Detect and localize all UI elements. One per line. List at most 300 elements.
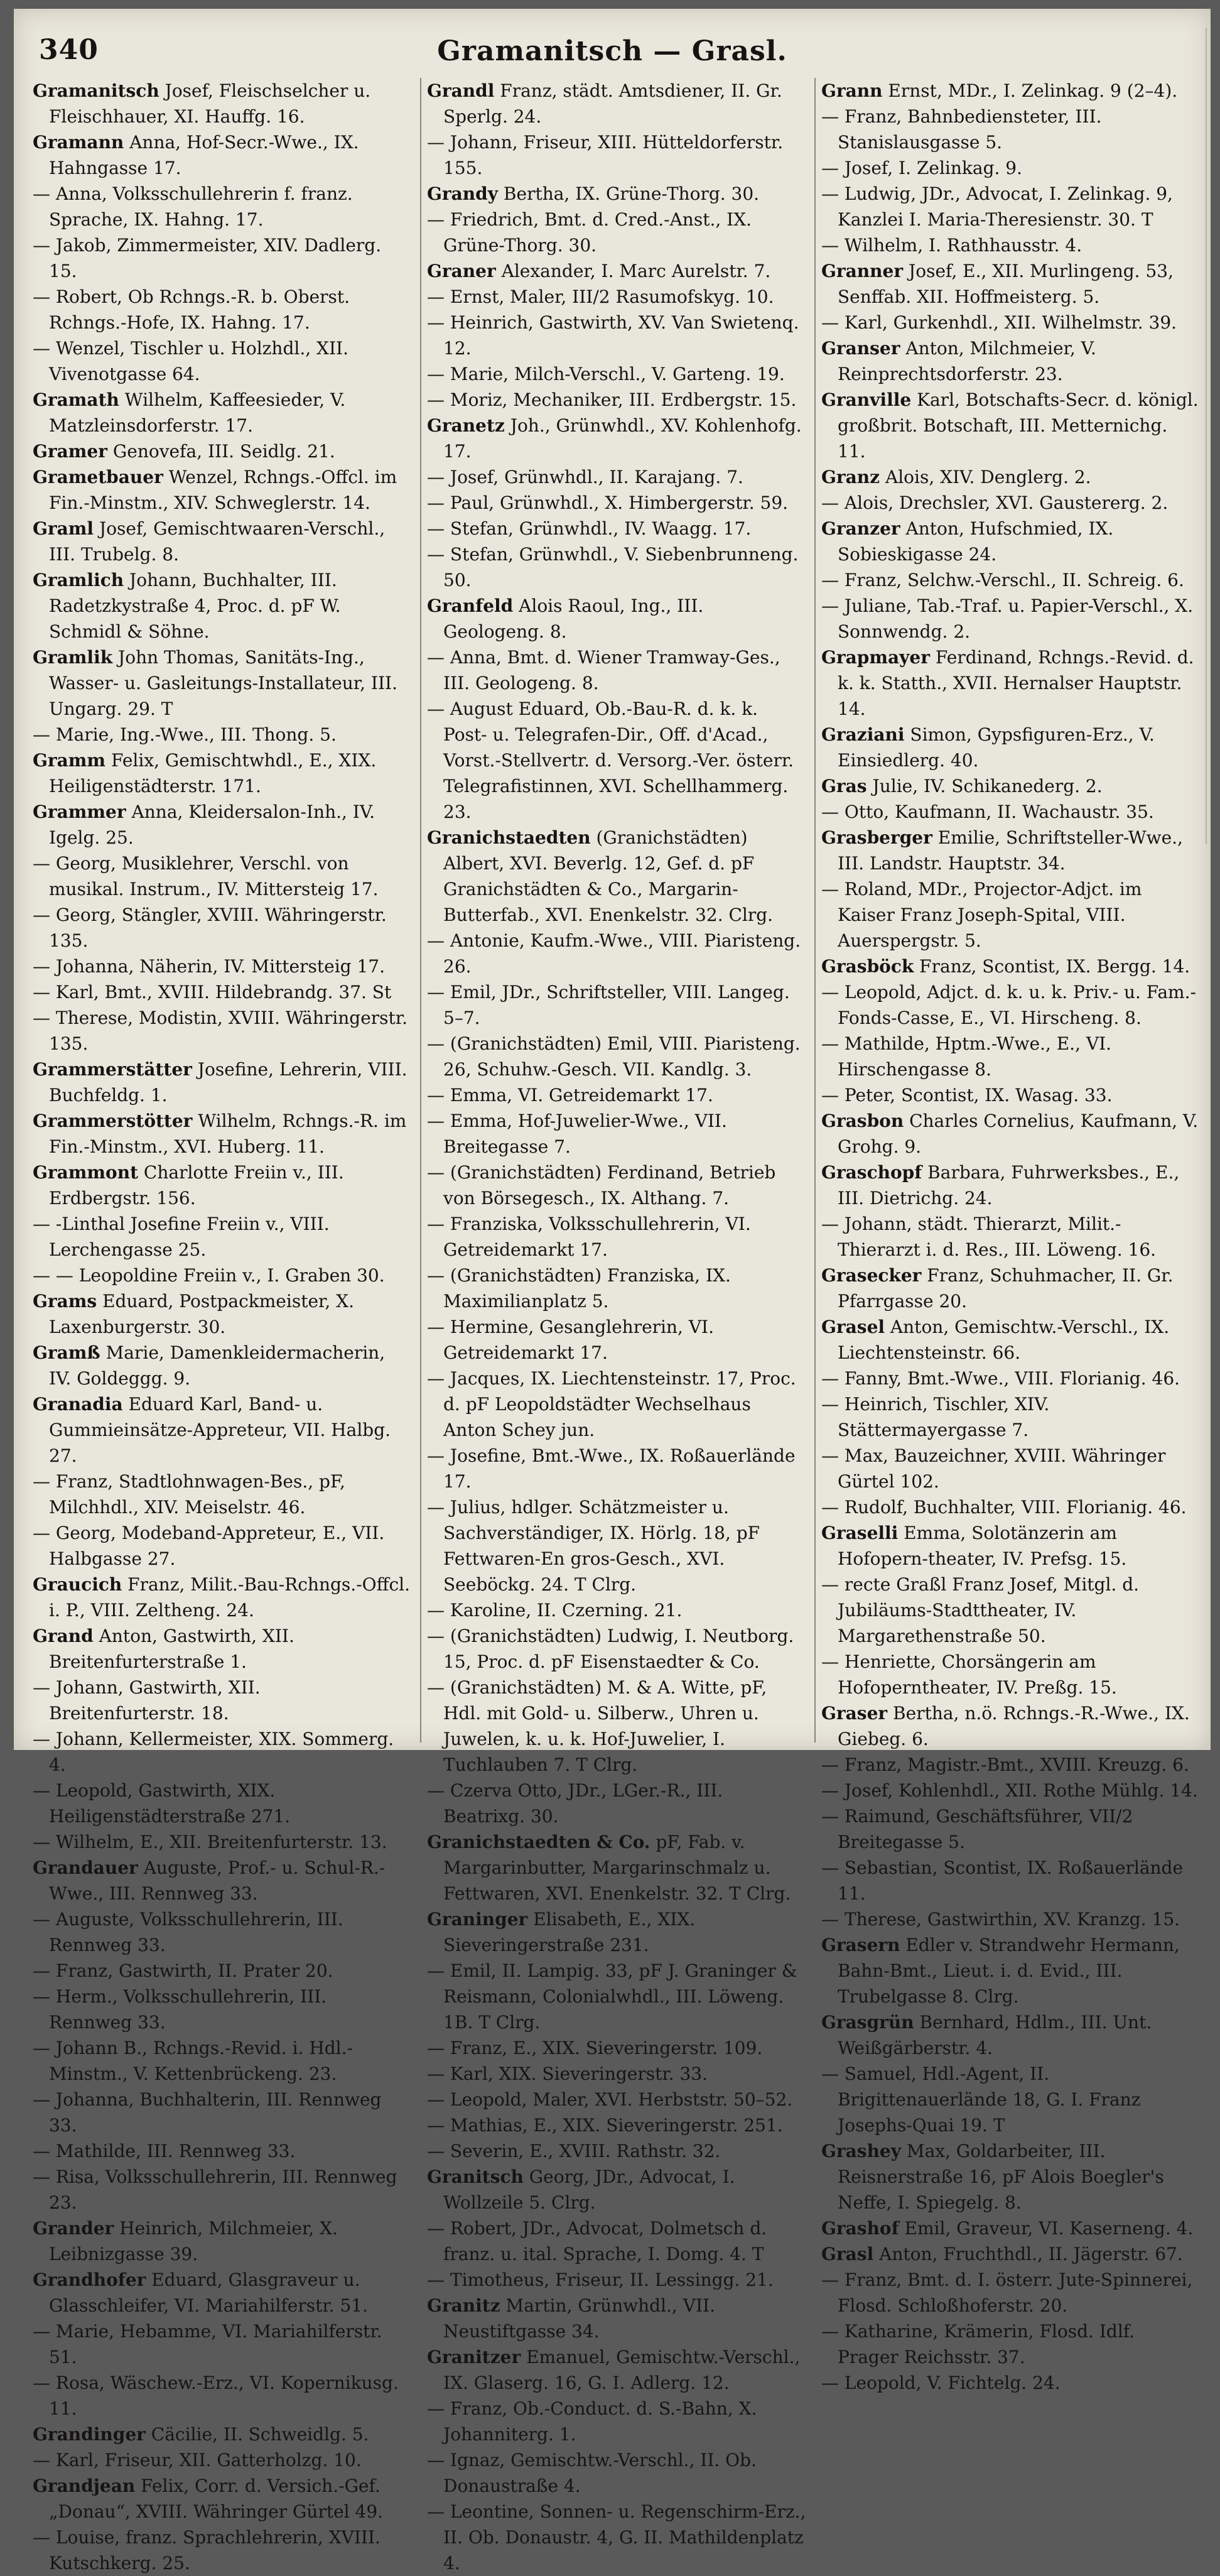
directory-entry — [33, 1160, 412, 1211]
entry-text: (Granichstädten) Albert, XVI. Beverlg. 12, Gef. d. pF Granichstädten & Co., Margarin-Butterfab., XVI. Enenkelstr. 32. Clrg. — [443, 827, 774, 925]
entry-text: Anton, Gemischtw.-Verschl., IX. Liechtensteinstr. 66. — [838, 1317, 1170, 1363]
entry-surname: Grammerstätter — [33, 1059, 192, 1080]
entry-text: Ernst, MDr., I. Zelinkag. 9 (2–4). — [882, 80, 1178, 101]
entry-text: — Franziska, Volksschullehrerin, VI. Getreidemarkt 17. — [427, 1214, 751, 1260]
entry-text: Genovefa, III. Seidlg. 21. — [107, 441, 335, 462]
entry-surname: Grandjean — [33, 2475, 136, 2496]
entry-text: Barbara, Fuhrwerksbes., E., III. Dietrichg. 24. — [838, 1162, 1180, 1209]
directory-entry — [427, 1031, 806, 1082]
entry-text: — Max, Bauzeichner, XVIII. Währinger Gürtel 102. — [821, 1445, 1166, 1492]
entry-text: — Emma, Hof-Juwelier-Wwe., VII. Breitegasse 7. — [427, 1111, 727, 1157]
directory-entry — [33, 954, 412, 979]
entry-text: — (Granichstädten) Ferdinand, Betrieb von Börsegesch., IX. Althang. 7. — [427, 1162, 776, 1209]
entry-text: — Anna, Volksschullehrerin f. franz. Sprache, IX. Hahng. 17. — [33, 183, 353, 230]
entry-surname: Gras — [821, 776, 867, 796]
entry-surname: Grandhofer — [33, 2269, 146, 2290]
directory-entry — [33, 747, 412, 799]
directory-entry — [427, 284, 806, 310]
entry-surname: Grandy — [427, 183, 499, 204]
entry-text: Anton, Gastwirth, XII. Breitenfurterstraße 1. — [49, 1626, 294, 1672]
entry-text: — Ernst, Maler, III/2 Rasumofskyg. 10. — [427, 286, 774, 307]
entry-text: John Thomas, Sanitäts-Ing., Wasser- u. Gasleitungs-Installateur, III. Ungarg. 29. T — [49, 647, 397, 719]
directory-entry — [33, 1829, 412, 1855]
entry-surname: Gramlich — [33, 570, 124, 590]
directory-entry — [821, 979, 1201, 1031]
entry-text: — Rosa, Wäschew.-Erz., VI. Kopernikusg. 11. — [33, 2372, 399, 2419]
directory-entry — [427, 2447, 806, 2499]
directory-entry — [33, 2318, 412, 2370]
entry-text: Elisabeth, E., XIX. Sieveringerstraße 231. — [443, 1909, 696, 1955]
column-2 — [427, 78, 806, 2573]
entry-text: — Stefan, Grünwhdl., V. Siebenbrunneng. 50. — [427, 544, 799, 590]
entry-surname: Gramß — [33, 1342, 100, 1363]
entry-surname: Granfeld — [427, 595, 514, 616]
directory-entry — [427, 2138, 806, 2164]
entry-text: — Timotheus, Friseur, II. Lessingg. 21. — [427, 2269, 774, 2290]
entry-text: — (Granichstädten) Franziska, IX. Maximilianplatz 5. — [427, 1265, 731, 1312]
directory-entry — [427, 2215, 806, 2267]
entry-text: — Leopold, Maler, XVI. Herbststr. 50–52. — [427, 2089, 793, 2110]
directory-entry — [427, 1082, 806, 1108]
entry-text: — Louise, franz. Sprachlehrerin, XVIII. Kutschkerg. 25. — [33, 2527, 381, 2573]
entry-text: Anton, Milchmeier, V. Reinprechtsdorferstr. 23. — [838, 338, 1096, 384]
entry-text: Charles Cornelius, Kaufmann, V. Grohg. 9. — [838, 1111, 1199, 1157]
entry-text: — Marie, Hebamme, VI. Mariahilferstr. 51. — [33, 2321, 382, 2367]
entry-surname: Grapmayer — [821, 647, 930, 668]
directory-entry — [33, 2087, 412, 2138]
entry-surname: Graselli — [821, 1523, 899, 1543]
directory-entry — [821, 1932, 1201, 2009]
entry-text: — Raimund, Geschäftsführer, VII/2 Breitegasse 5. — [821, 1806, 1133, 1852]
entry-surname: Grandauer — [33, 1857, 138, 1878]
directory-entry — [821, 335, 1201, 387]
entry-text: Emma, Solotänzerin am Hofopern-theater, IV. Prefsg. 15. — [838, 1523, 1127, 1569]
entry-text: — Wilhelm, I. Rathhausstr. 4. — [821, 235, 1082, 256]
directory-entry — [33, 1572, 412, 1623]
entry-text: — Sebastian, Scontist, IX. Roßauerlände 11. — [821, 1857, 1184, 1904]
directory-entry — [821, 1031, 1201, 1082]
entry-text: — Johann, Friseur, XIII. Hütteldorferstr. 155. — [427, 132, 784, 178]
entry-text: — -Linthal Josefine Freiin v., VIII. Lerchengasse 25. — [33, 1214, 330, 1260]
directory-entry — [427, 1597, 806, 1623]
directory-entry — [821, 799, 1201, 825]
directory-entry — [821, 1211, 1201, 1263]
entry-text: — Franz, E., XIX. Sieveringerstr. 109. — [427, 2038, 763, 2058]
directory-entry — [427, 1443, 806, 1494]
directory-entry — [427, 1263, 806, 1314]
entry-text: — Anna, Bmt. d. Wiener Tramway-Ges., III. Geologeng. 8. — [427, 647, 780, 693]
entry-text: — Josef, Kohlenhdl., XII. Rothe Mühlg. 14. — [821, 1780, 1198, 1801]
entry-text: — Karl, Bmt., XVIII. Hildebrandg. 37. St — [33, 982, 392, 1003]
entry-surname: Granichstaedten — [427, 827, 591, 848]
entry-text: — Mathilde, III. Rennweg 33. — [33, 2141, 296, 2161]
directory-entry — [33, 1211, 412, 1263]
directory-entry — [821, 1391, 1201, 1443]
entry-surname: Granichstaedten & Co. — [427, 1832, 650, 1852]
entry-text: Johann, Buchhalter, III. Radetzkystraße 4, Proc. d. pF W. Schmidl & Söhne. — [49, 570, 341, 642]
entry-text: — Fanny, Bmt.-Wwe., VIII. Florianig. 46. — [821, 1368, 1180, 1389]
entry-surname: Gramm — [33, 750, 106, 771]
directory-entry — [427, 541, 806, 593]
directory-entry — [427, 207, 806, 258]
entry-text: Bertha, IX. Grüne-Thorg. 30. — [498, 183, 760, 204]
entry-surname: Grand — [33, 1626, 94, 1646]
entry-text: Alexander, I. Marc Aurelstr. 7. — [495, 261, 771, 281]
entry-text: — Therese, Gastwirthin, XV. Kranzg. 15. — [821, 1909, 1180, 1930]
entry-text: Josef, E., XII. Murlingeng. 53, Senffab. XII. Hoffmeisterg. 5. — [838, 261, 1174, 307]
entry-text: Georg, JDr., Advocat, I. Wollzeile 5. Clrg. — [443, 2166, 735, 2213]
entry-text: — Antonie, Kaufm.-Wwe., VIII. Piaristeng. 26. — [427, 930, 801, 977]
entry-text: — Johanna, Buchhalterin, III. Rennweg 33. — [33, 2089, 382, 2136]
directory-entry — [427, 516, 806, 541]
entry-text: Ferdinand, Rchngs.-Revid. d. k. k. Statth., XVII. Hernalser Hauptstr. 14. — [838, 647, 1194, 719]
directory-entry — [821, 1572, 1201, 1649]
entry-surname: Granitzer — [427, 2347, 521, 2367]
entry-text: — Hermine, Gesanglehrerin, VI. Getreidemarkt 17. — [427, 1317, 715, 1363]
directory-entry — [821, 1443, 1201, 1494]
directory-entry — [33, 902, 412, 954]
directory-entry — [33, 284, 412, 335]
directory-entry — [821, 1082, 1201, 1108]
directory-entry — [33, 644, 412, 722]
directory-entry — [821, 232, 1201, 258]
entry-surname: Granitsch — [427, 2166, 524, 2187]
directory-entry — [427, 1958, 806, 2035]
entry-surname: Granser — [821, 338, 900, 359]
directory-entry — [427, 2499, 806, 2576]
entry-text: — (Granichstädten) Ludwig, I. Neutborg. 15, Proc. d. pF Eisenstaedter & Co. — [427, 1626, 794, 1672]
directory-entry — [427, 2293, 806, 2344]
directory-entry — [821, 1752, 1201, 1778]
entry-text: — Auguste, Volksschullehrerin, III. Rennweg 33. — [33, 1909, 343, 1955]
entry-text: — Rudolf, Buchhalter, VIII. Florianig. 46. — [821, 1497, 1187, 1518]
entry-surname: Grasecker — [821, 1265, 922, 1286]
directory-entry — [821, 1160, 1201, 1211]
directory-entry — [427, 593, 806, 644]
directory-entry — [33, 2267, 412, 2318]
directory-entry — [821, 387, 1201, 464]
directory-entry — [821, 1803, 1201, 1855]
entry-text: — Friedrich, Bmt. d. Cred.-Anst., IX. Grüne-Thorg. 30. — [427, 209, 752, 256]
directory-entry — [427, 490, 806, 516]
entry-text: — Jakob, Zimmermeister, XIV. Dadlerg. 15. — [33, 235, 382, 281]
directory-entry — [33, 181, 412, 232]
entry-text: — recte Graßl Franz Josef, Mitgl. d. Jubiläums-Stadttheater, IV. Margarethenstraße 50. — [821, 1574, 1140, 1646]
entry-text: Emanuel, Gemischtw.-Verschl., IX. Glaserg. 16, G. I. Adlerg. 12. — [443, 2347, 801, 2393]
directory-entry — [427, 1211, 806, 1263]
directory-entry — [427, 1160, 806, 1211]
entry-text: — Georg, Musiklehrer, Verschl. von musikal. Instrum., IV. Mittersteig 17. — [33, 853, 379, 899]
directory-entry — [33, 1520, 412, 1572]
running-head: Gramanitsch — Grasl. — [437, 35, 787, 67]
directory-entry — [821, 1906, 1201, 1932]
entry-surname: Graser — [821, 1703, 888, 1724]
directory-entry — [821, 567, 1201, 593]
entry-surname: Granville — [821, 389, 912, 410]
entry-text: — Leopold, Gastwirth, XIX. Heiligenstädterstraße 271. — [33, 1780, 291, 1827]
entry-text: — Franz, Bmt. d. I. österr. Jute-Spinnerei, Flosd. Schloßhoferstr. 20. — [821, 2269, 1193, 2316]
directory-entry — [33, 2215, 412, 2267]
directory-entry — [821, 464, 1201, 490]
directory-entry — [33, 979, 412, 1005]
entry-text: Bertha, n.ö. Rchngs.-R.-Wwe., IX. Giebeg. 6. — [838, 1703, 1190, 1749]
entry-text: Bernhard, Hdlm., III. Unt. Weißgärberstr. 4. — [838, 2012, 1152, 2058]
entry-text: Franz, Milit.-Bau-Rchngs.-Offcl. i. P., VIII. Zeltheng. 24. — [49, 1574, 411, 1621]
entry-text: — Therese, Modistin, XVIII. Währingerstr. 135. — [33, 1008, 408, 1054]
entry-text: pF, Fab. v. Margarinbutter, Margarinschmalz u. Fettwaren, XVI. Enenkelstr. 32. T Clrg. — [443, 1832, 791, 1904]
directory-entry — [427, 825, 806, 928]
directory-entry — [33, 2370, 412, 2421]
entry-text: — Julius, hdlger. Schätzmeister u. Sachverständiger, IX. Hörlg. 18, pF Fettwaren-En gros-Gesch., XVI. Seeböckg. 24. T Clrg. — [427, 1497, 760, 1595]
entry-surname: Grammerstötter — [33, 1111, 193, 1131]
entry-text: — Johann, städt. Thierarzt, Milit.-Thierarzt i. d. Res., III. Löweng. 16. — [821, 1214, 1157, 1260]
entry-surname: Grammer — [33, 802, 126, 822]
directory-entry — [821, 954, 1201, 979]
entry-text: — Franz, Selchw.-Verschl., II. Schreig. 6. — [821, 570, 1184, 590]
directory-entry — [821, 181, 1201, 232]
entry-surname: Granzer — [821, 518, 900, 539]
entry-surname: Graml — [33, 518, 94, 539]
entry-text: Anton, Hufschmied, IX. Sobieskigasse 24. — [838, 518, 1114, 565]
directory-entry — [427, 1314, 806, 1366]
entry-text: — Emma, VI. Getreidemarkt 17. — [427, 1085, 713, 1106]
column-divider — [420, 78, 421, 1742]
entry-text: — Severin, E., XVIII. Rathstr. 32. — [427, 2141, 721, 2161]
entry-text: Alois Raoul, Ing., III. Geologeng. 8. — [443, 595, 704, 642]
entry-surname: Granitz — [427, 2295, 500, 2316]
directory-entry — [821, 104, 1201, 155]
directory-entry — [33, 1906, 412, 1958]
directory-entry — [821, 516, 1201, 567]
entry-text: — Heinrich, Gastwirth, XV. Van Swietenq. 12. — [427, 312, 799, 359]
directory-entry — [427, 1906, 806, 1958]
entry-text: — Johanna, Näherin, IV. Mittersteig 17. — [33, 956, 386, 977]
entry-text: Felix, Gemischtwhdl., E., XIX. Heiligenstädterstr. 171. — [49, 750, 377, 796]
directory-entry — [821, 2061, 1201, 2138]
entry-surname: Gramann — [33, 132, 124, 153]
directory-entry — [427, 413, 806, 464]
entry-text: — Ludwig, JDr., Advocat, I. Zelinkag. 9, Kanzlei I. Maria-Theresienstr. 30. T — [821, 183, 1173, 230]
entry-text: — Paul, Grünwhdl., X. Himbergerstr. 59. — [427, 492, 789, 513]
directory-entry — [33, 1288, 412, 1340]
directory-entry — [33, 2524, 412, 2576]
entry-text: — Karl, Gurkenhdl., XII. Wilhelmstr. 39. — [821, 312, 1177, 333]
entry-surname: Graner — [427, 261, 496, 281]
entry-surname: Grasgrün — [821, 2012, 914, 2033]
entry-text: — Johann, Gastwirth, XII. Breitenfurterstr. 18. — [33, 1677, 261, 1724]
entry-text: — Robert, JDr., Advocat, Dolmetsch d. franz. u. ital. Sprache, I. Domg. 4. T — [427, 2218, 767, 2264]
entry-text: — Marie, Ing.-Wwe., III. Thong. 5. — [33, 724, 337, 745]
directory-entry — [33, 2473, 412, 2524]
column-3 — [821, 78, 1201, 2393]
directory-entry — [821, 1263, 1201, 1314]
directory-entry — [821, 1366, 1201, 1391]
entry-surname: Graschopf — [821, 1162, 922, 1183]
directory-entry — [427, 2112, 806, 2138]
entry-text: — Ignaz, Gemischtw.-Verschl., II. Ob. Donaustraße 4. — [427, 2450, 757, 2496]
entry-surname: Grasel — [821, 1317, 885, 1337]
entry-text: — Karl, XIX. Sieveringerstr. 33. — [427, 2063, 708, 2084]
entry-text: — Marie, Milch-Verschl., V. Garteng. 19. — [427, 364, 785, 384]
entry-text: — Georg, Stängler, XVIII. Währingerstr. 135. — [33, 905, 387, 951]
directory-entry — [821, 310, 1201, 335]
entry-text: — Moriz, Mechaniker, III. Erdbergstr. 15. — [427, 389, 797, 410]
entry-text: — Josef, Grünwhdl., II. Karajang. 7. — [427, 467, 743, 487]
directory-entry — [33, 1469, 412, 1520]
entry-surname: Grashof — [821, 2218, 899, 2239]
directory-entry — [821, 1520, 1201, 1572]
entry-surname: Grasberger — [821, 827, 932, 848]
directory-entry — [427, 979, 806, 1031]
directory-entry — [33, 1623, 412, 1675]
entry-text: Franz, Schuhmacher, II. Gr. Pfarrgasse 20. — [838, 1265, 1174, 1312]
directory-entry — [427, 644, 806, 696]
directory-entry — [427, 1675, 806, 1778]
directory-entry — [821, 593, 1201, 644]
entry-surname: Gramer — [33, 441, 107, 462]
entry-text: — Samuel, Hdl.-Agent, II. Brigittenauerlände 18, G. I. Franz Josephs-Quai 19. T — [821, 2063, 1141, 2136]
directory-entry — [33, 1855, 412, 1906]
entry-text: — Josefine, Bmt.-Wwe., IX. Roßauerlände 17. — [427, 1445, 796, 1492]
directory-entry — [33, 1005, 412, 1057]
directory-entry — [427, 361, 806, 387]
entry-surname: Grashey — [821, 2141, 902, 2161]
directory-entry — [427, 2087, 806, 2112]
directory-entry — [821, 644, 1201, 722]
entry-text: — Karl, Friseur, XII. Gatterholzg. 10. — [33, 2450, 362, 2470]
directory-page — [14, 9, 1211, 2573]
entry-text: Felix, Corr. d. Versich.-Gef. „Donau“, XVIII. Währinger Gürtel 49. — [49, 2475, 384, 2522]
directory-entry — [821, 825, 1201, 876]
directory-entry — [427, 2396, 806, 2447]
entry-text: Julie, IV. Schikanederg. 2. — [866, 776, 1103, 796]
entry-text: Eduard, Postpackmeister, X. Laxenburgerstr. 30. — [49, 1291, 354, 1337]
entry-text: Charlotte Freiin v., III. Erdbergstr. 156. — [49, 1162, 344, 1209]
column-divider — [814, 78, 816, 1742]
directory-entry — [33, 799, 412, 851]
entry-text: — — Leopoldine Freiin v., I. Graben 30. — [33, 1265, 385, 1286]
directory-entry — [427, 1829, 806, 1906]
directory-entry — [427, 2344, 806, 2396]
directory-entry — [33, 1263, 412, 1288]
entry-text: — Josef, I. Zelinkag. 9. — [821, 158, 1023, 178]
directory-entry — [33, 129, 412, 181]
directory-entry — [427, 129, 806, 181]
page-number: 340 — [39, 34, 99, 66]
directory-entry — [821, 1494, 1201, 1520]
directory-entry — [427, 2267, 806, 2293]
entry-text: — Alois, Drechsler, XVI. Gaustererg. 2. — [821, 492, 1169, 513]
entry-text: Edler v. Strandwehr Hermann, Bahn-Bmt., Lieut. i. d. Evid., III. Trubelgasse 8. Clrg. — [838, 1935, 1180, 2007]
entry-text: — August Eduard, Ob.-Bau-R. d. k. k. Post- u. Telegrafen-Dir., Off. d'Acad., Vorst.-Stellvertr. d. Versorg.-Ver. österr. Telegrafistinnen, XVI. Schellhammerg. 23. — [427, 698, 794, 822]
directory-entry — [427, 2061, 806, 2087]
entry-text: Josef, Fleischselcher u. Fleischhauer, XI. Hauffg. 16. — [49, 80, 371, 127]
entry-surname: Grametbauer — [33, 467, 163, 487]
entry-surname: Grandl — [427, 80, 495, 101]
entry-text: Josefine, Lehrerin, VIII. Buchfeldg. 1. — [49, 1059, 408, 1106]
entry-surname: Grams — [33, 1291, 97, 1312]
entry-text: — Wilhelm, E., XII. Breitenfurterstr. 13. — [33, 1832, 387, 1852]
entry-text: — Henriette, Chorsängerin am Hofoperntheater, IV. Preßg. 15. — [821, 1651, 1117, 1698]
entry-text: — Risa, Volksschullehrerin, III. Rennweg 23. — [33, 2166, 397, 2213]
directory-entry — [821, 2267, 1201, 2318]
entry-text: Wenzel, Rchngs.-Offcl. im Fin.-Minstm., XIV. Schweglerstr. 14. — [49, 467, 397, 513]
entry-surname: Granz — [821, 467, 880, 487]
entry-text: — Otto, Kaufmann, II. Wachaustr. 35. — [821, 802, 1154, 822]
entry-text: — Jacques, IX. Liechtensteinstr. 17, Proc. d. pF Leopoldstädter Wechselhaus Anton Schey jun. — [427, 1368, 796, 1440]
directory-entry — [821, 2009, 1201, 2061]
entry-surname: Graninger — [427, 1909, 528, 1930]
directory-entry — [33, 2421, 412, 2447]
entry-surname: Grasböck — [821, 956, 914, 977]
directory-entry — [427, 387, 806, 413]
entry-text: Emilie, Schriftsteller-Wwe., III. Landstr. Hauptstr. 34. — [838, 827, 1183, 874]
directory-entry — [821, 2215, 1201, 2241]
directory-entry — [33, 232, 412, 284]
entry-text: — (Granichstädten) Emil, VIII. Piaristeng. 26, Schuhw.-Gesch. VII. Kandlg. 3. — [427, 1033, 801, 1080]
columns — [33, 78, 1199, 2573]
directory-entry — [821, 258, 1201, 310]
entry-text: — Franz, Gastwirth, II. Prater 20. — [33, 1960, 333, 1981]
directory-entry — [821, 155, 1201, 181]
entry-text: — Leopold, V. Fichtelg. 24. — [821, 2372, 1061, 2393]
entry-text: — (Granichstädten) M. & A. Witte, pF, Hdl. mit Gold- u. Silberw., Uhren u. Juwelen, k. u. k. Hof-Juwelier, I. Tuchlauben 7. T Clrg. — [427, 1677, 767, 1775]
directory-entry — [33, 78, 412, 129]
directory-entry — [427, 1494, 806, 1597]
entry-surname: Grasl — [821, 2244, 874, 2264]
entry-text: Karl, Botschafts-Secr. d. königl. großbrit. Botschaft, III. Metternichg. 11. — [838, 389, 1199, 462]
directory-entry — [33, 335, 412, 387]
entry-text: — Leopold, Adjct. d. k. u. k. Priv.- u. Fam.-Fonds-Casse, E., VI. Hirscheng. 8. — [821, 982, 1196, 1028]
entry-text: — Johann, Kellermeister, XIX. Sommerg. 4. — [33, 1729, 394, 1775]
entry-text: — Georg, Modeband-Appreteur, E., VII. Halbgasse 27. — [33, 1523, 385, 1569]
entry-text: — Karoline, II. Czerning. 21. — [427, 1600, 683, 1621]
directory-entry — [821, 490, 1201, 516]
entry-surname: Granner — [821, 261, 904, 281]
entry-text: Eduard, Glasgraveur u. Glasschleifer, VI. Mariahilferstr. 51. — [49, 2269, 368, 2316]
scan-edge-mark — [1206, 28, 1207, 844]
entry-surname: Granetz — [427, 415, 505, 436]
directory-entry — [821, 78, 1201, 104]
directory-entry — [427, 181, 806, 207]
directory-entry — [33, 2447, 412, 2473]
entry-surname: Graucich — [33, 1574, 122, 1595]
entry-surname: Gramlik — [33, 647, 113, 668]
directory-entry — [821, 876, 1201, 954]
directory-entry — [33, 2164, 412, 2215]
directory-entry — [821, 2138, 1201, 2215]
directory-entry — [821, 2241, 1201, 2267]
entry-surname: Gramath — [33, 389, 119, 410]
entry-text: Martin, Grünwhdl., VII. Neustiftgasse 34. — [443, 2295, 715, 2342]
entry-surname: Graziani — [821, 724, 905, 745]
directory-entry — [33, 1108, 412, 1160]
entry-text: Wilhelm, Rchngs.-R. im Fin.-Minstm., XVI. Huberg. 11. — [49, 1111, 407, 1157]
entry-text: Franz, Scontist, IX. Bergg. 14. — [914, 956, 1190, 977]
directory-entry — [427, 310, 806, 361]
entry-text: Anna, Kleidersalon-Inh., IV. Igelg. 25. — [49, 802, 375, 848]
entry-text: Joh., Grünwhdl., XV. Kohlenhofg. 17. — [443, 415, 802, 462]
directory-entry — [821, 1314, 1201, 1366]
directory-entry — [33, 1057, 412, 1108]
directory-entry — [33, 1984, 412, 2035]
entry-text: — Leontine, Sonnen- u. Regenschirm-Erz., II. Ob. Donaustr. 4, G. II. Mathildenplatz 4. — [427, 2501, 806, 2573]
directory-entry — [33, 464, 412, 516]
entry-text: — Franz, Magistr.-Bmt., XVIII. Kreuzg. 6. — [821, 1754, 1189, 1775]
directory-entry — [427, 696, 806, 825]
entry-text: — Czerva Otto, JDr., LGer.-R., III. Beatrixg. 30. — [427, 1780, 723, 1827]
directory-entry — [33, 851, 412, 902]
